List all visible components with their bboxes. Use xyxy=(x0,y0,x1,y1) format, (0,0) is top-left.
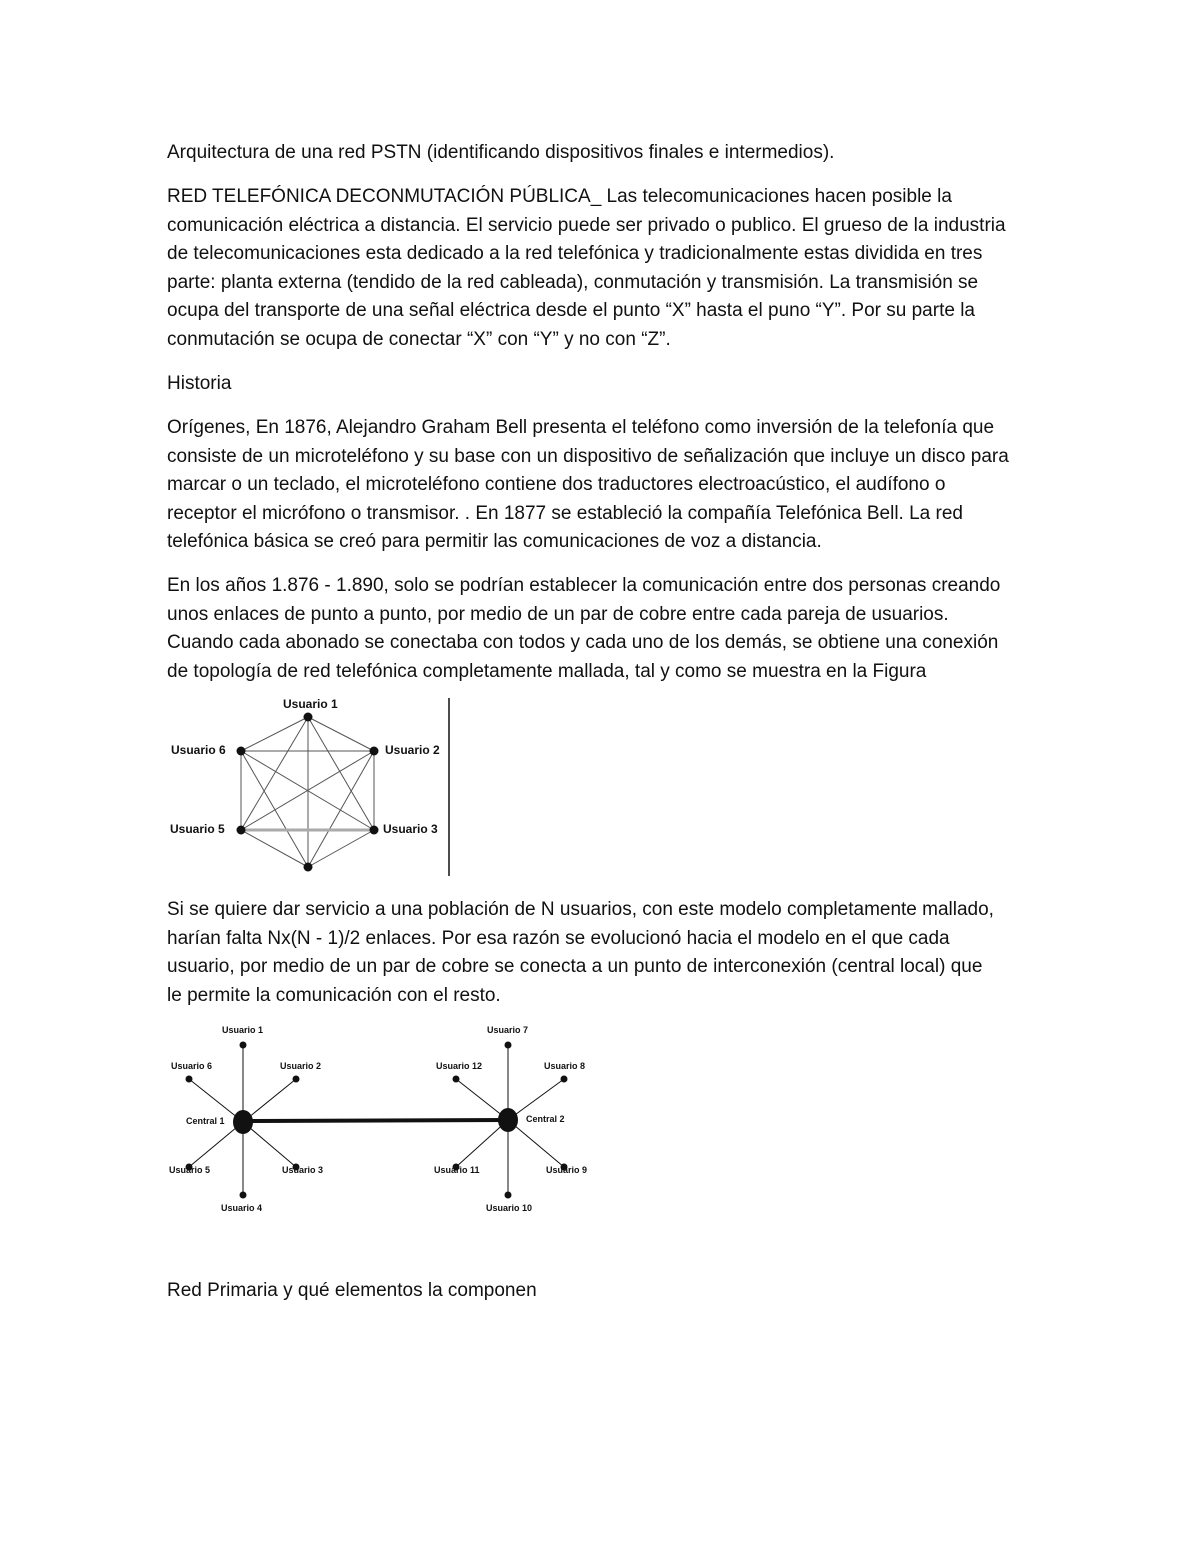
node-usuario-5 xyxy=(237,826,246,835)
node-central-1 xyxy=(233,1110,253,1134)
label-usuario-10: Usuario 10 xyxy=(486,1203,533,1213)
paragraph-line: Cuando cada abonado se conectaba con todos y cada uno de los demás, se obtiene una conexión xyxy=(167,632,999,653)
label-usuario-2: Usuario 2 xyxy=(280,1061,322,1071)
label-usuario-5: Usuario 5 xyxy=(170,822,225,836)
paragraph-line: de topología de red telefónica completamente mallada, tal y como se muestra en la Figura xyxy=(167,660,927,682)
paragraph-line: comunicación eléctrica a distancia. El servicio puede ser privado o publico. El grueso de la industria xyxy=(167,214,1006,236)
node-usuario-2 xyxy=(293,1076,300,1083)
label-usuario-6: Usuario 6 xyxy=(171,1061,213,1071)
paragraph-line: unos enlaces de punto a punto, por medio de un par de cobre entre cada pareja de usuarios. xyxy=(167,603,949,625)
label-central-2: Central 2 xyxy=(526,1114,565,1124)
section-title: Historia xyxy=(167,373,232,394)
mesh-link xyxy=(308,830,374,867)
node-usuario-10 xyxy=(505,1192,512,1199)
paragraph-line: le permite la comunicación con el resto. xyxy=(167,984,501,1006)
paragraph-line: conmutación se ocupa de conectar “X” con “Y” y no con “Z”. xyxy=(167,328,671,350)
mesh-link xyxy=(308,751,374,867)
label-usuario-1: Usuario 1 xyxy=(222,1025,264,1035)
node-usuario-6 xyxy=(186,1076,193,1083)
node-usuario-8 xyxy=(561,1076,568,1083)
paragraph-line: consiste de un microteléfono y su base con un dispositivo de señalización que incluye un disco para xyxy=(167,445,1009,467)
label-usuario-11: Usuario 11 xyxy=(434,1165,480,1175)
node-usuario-1 xyxy=(240,1042,247,1049)
paragraph-line: receptor el micrófono o transmisor. . En 1877 se estableció la compañía Telefónica Bell. La red xyxy=(167,502,963,524)
node-usuario-7 xyxy=(505,1042,512,1049)
node-usuario-1 xyxy=(304,713,313,722)
paragraph-line: telefónica básica se creó para permitir las comunicaciones de voz a distancia. xyxy=(167,531,822,552)
intro-paragraph xyxy=(167,183,1047,354)
trunk-link xyxy=(243,1120,508,1121)
paragraph-line: harían falta Nx(N - 1)/2 enlaces. Por esa razón se evolucionó hacia el modelo en el que cada xyxy=(167,927,950,949)
node-usuario-4 xyxy=(240,1192,247,1199)
node-usuario-2 xyxy=(370,747,379,756)
mesh-link xyxy=(241,830,308,867)
closing-heading xyxy=(167,1277,1047,1306)
label-usuario-5: Usuario 5 xyxy=(169,1165,211,1175)
label-usuario-3: Usuario 3 xyxy=(383,822,438,836)
mesh-topology-diagram xyxy=(165,690,465,882)
label-usuario-1: Usuario 1 xyxy=(283,697,338,711)
node-usuario-3 xyxy=(370,826,379,835)
paragraph-line: de telecomunicaciones esta dedicado a la red telefónica y tradicionalmente estas dividida en tres xyxy=(167,243,983,264)
paragraph-line: ocupa del transporte de una señal eléctrica desde el punto “X” hasta el puno “Y”. Por su parte la xyxy=(167,300,975,321)
mesh-links xyxy=(241,717,374,867)
node-usuario-6 xyxy=(237,747,246,756)
historia-heading xyxy=(167,370,1047,399)
node-usuario-12 xyxy=(453,1076,460,1083)
paragraph-line: parte: planta externa (tendido de la red cableada), conmutación y transmisión. La transmisión se xyxy=(167,271,979,293)
label-usuario-9: Usuario 9 xyxy=(546,1165,588,1175)
label-usuario-6: Usuario 6 xyxy=(171,743,226,757)
label-usuario-4: Usuario 4 xyxy=(221,1203,263,1213)
node-usuario-4 xyxy=(304,863,313,872)
n-users-paragraph xyxy=(167,896,1047,1010)
paragraph-line: marcar o un teclado, el microteléfono contiene dos traductores electroacústico, el audífono o xyxy=(167,474,946,495)
paragraph-line: usuario, por medio de un par de cobre se conecta a un punto de interconexión (central local) que xyxy=(167,956,983,977)
section-title: Red Primaria y qué elementos la componen xyxy=(167,1280,537,1301)
origins-paragraph xyxy=(167,414,1047,557)
label-usuario-7: Usuario 7 xyxy=(487,1025,529,1035)
spoke-link xyxy=(508,1120,564,1167)
heading-line: Arquitectura de una red PSTN (identificando dispositivos finales e intermedios). xyxy=(167,142,835,163)
paragraph-line: Orígenes, En 1876, Alejandro Graham Bell presenta el teléfono como inversión de la telefonía que xyxy=(167,417,995,438)
node-central-2 xyxy=(498,1108,518,1132)
label-usuario-8: Usuario 8 xyxy=(544,1061,586,1071)
label-usuario-12: Usuario 12 xyxy=(436,1061,483,1071)
label-usuario-2: Usuario 2 xyxy=(385,743,440,757)
document-heading xyxy=(167,139,1047,168)
paragraph-line: En los años 1.876 - 1.890, solo se podrían establecer la comunicación entre dos personas creando xyxy=(167,575,1001,596)
mesh-link xyxy=(241,751,308,867)
star-topology-diagram xyxy=(160,1015,600,1225)
label-usuario-3: Usuario 3 xyxy=(282,1165,324,1175)
years-paragraph xyxy=(167,572,1047,686)
label-central-1: Central 1 xyxy=(186,1116,225,1126)
paragraph-line: Si se quiere dar servicio a una población de N usuarios, con este modelo completamente mallado, xyxy=(167,899,994,920)
paragraph-line: RED TELEFÓNICA DECONMUTACIÓN PÚBLICA_ Las telecomunicaciones hacen posible la xyxy=(167,186,952,207)
